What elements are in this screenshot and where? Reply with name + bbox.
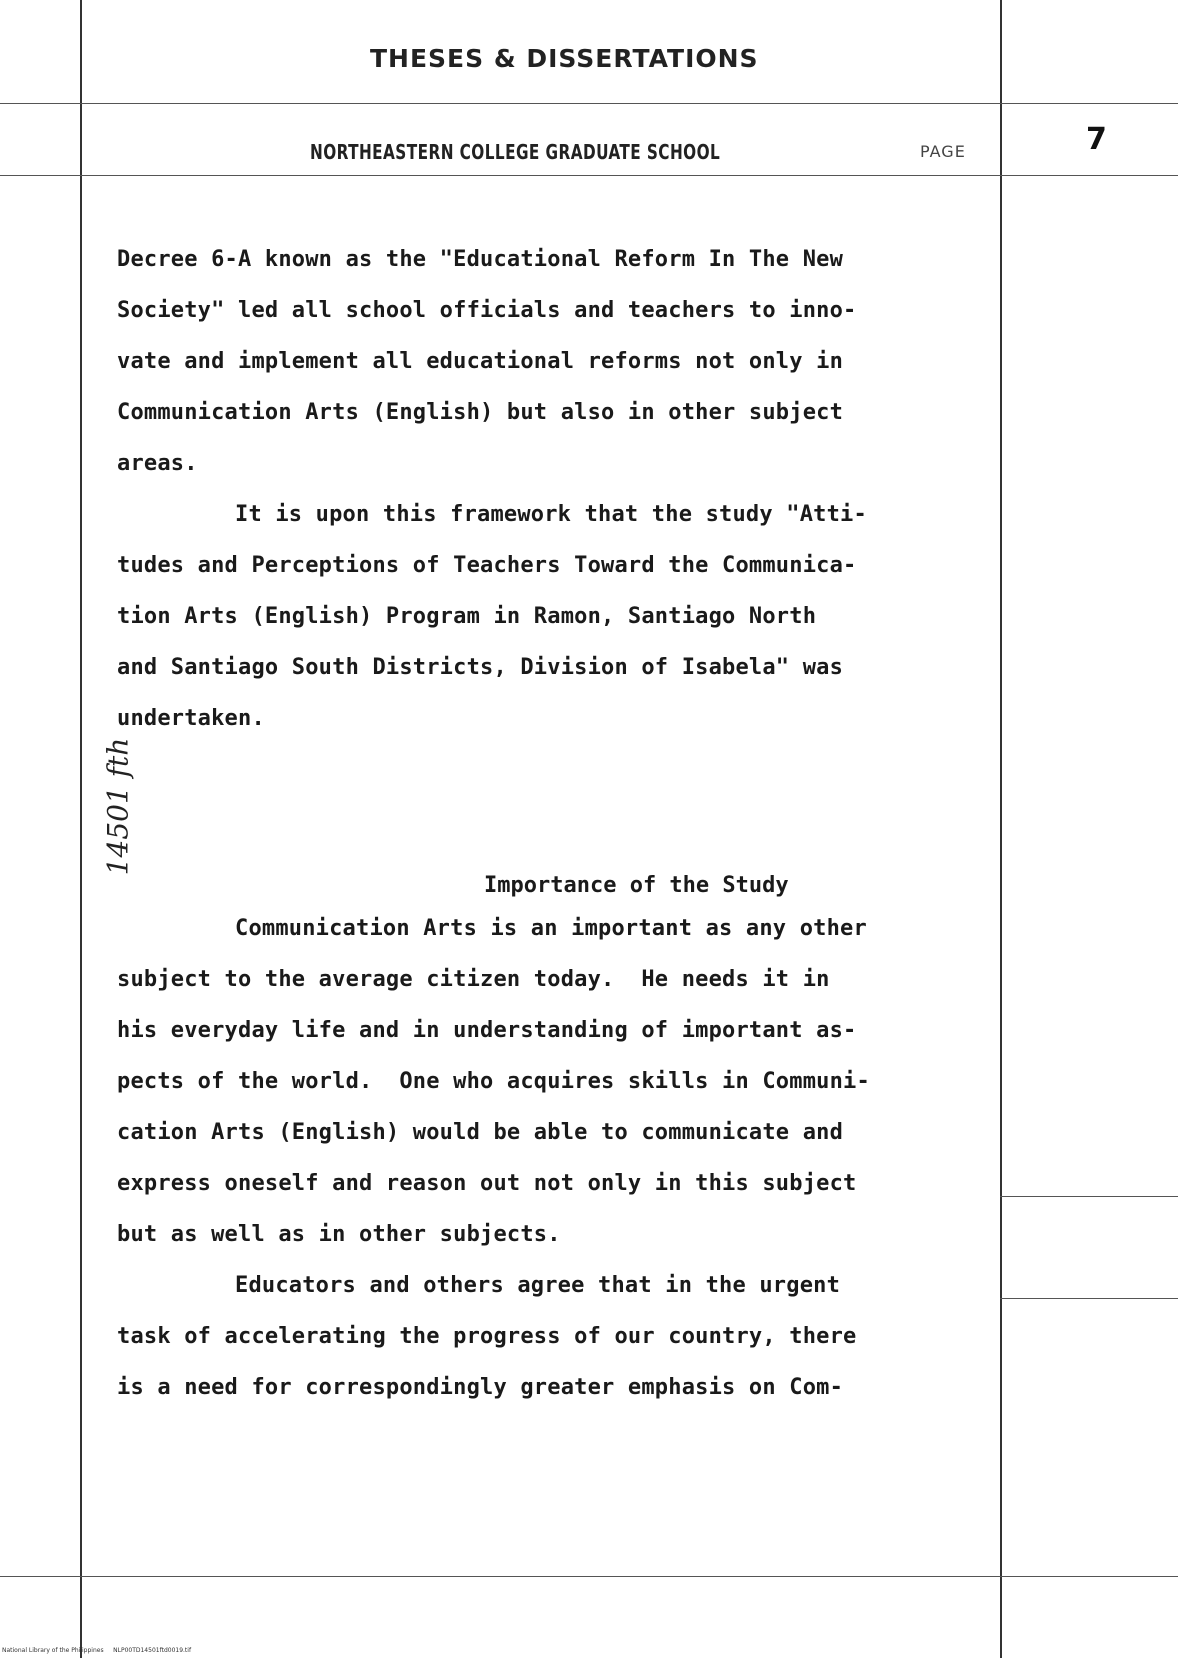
footer-rule [0,1576,1178,1577]
body-line: and Santiago South Districts, Division of Isabela" was [117,655,844,680]
header-bottom-rule [0,175,1178,176]
right-margin-tick-1 [1000,1196,1178,1197]
body-line: Educators and others agree that in the urgent [235,1273,841,1298]
right-margin-tick-2 [1000,1298,1178,1299]
body-line: Society" led all school officials and teachers to inno- [117,298,857,323]
body-line: cation Arts (English) would be able to communicate and [117,1120,844,1145]
body-line: undertaken. [117,706,265,731]
body-line: tudes and Perceptions of Teachers Toward the Communica- [117,553,857,578]
body-line: his everyday life and in understanding of important as- [117,1018,857,1043]
body-line: subject to the average citizen today. He needs it in [117,967,830,992]
body-line: Decree 6-A known as the "Educational Reform In The New [117,247,844,272]
body-line: It is upon this framework that the study "Atti- [235,502,867,527]
body-line: is a need for correspondingly greater emphasis on Com- [117,1375,844,1400]
left-margin-rule [80,0,82,1658]
header-top-rule [0,103,1178,104]
scan-filename: NLP00TD14501ftd0019.tif [113,1647,192,1654]
scan-footer [2,1647,191,1654]
body-line: express oneself and reason out not only in this subject [117,1171,857,1196]
body-line: but as well as in other subjects. [117,1222,561,1247]
body-line: areas. [117,451,198,476]
page-number: 7 [1086,122,1107,157]
body-line: pects of the world. One who acquires skills in Communi- [117,1069,870,1094]
body-line: Communication Arts (English) but also in other subject [117,400,844,425]
body-line: tion Arts (English) Program in Ramon, Santiago North [117,604,817,629]
body-line: vate and implement all educational reforms not only in [117,349,844,374]
body-line: task of accelerating the progress of our country, there [117,1324,857,1349]
section-heading: Importance of the Study [484,873,789,898]
page-label: PAGE [920,142,966,161]
library-name: National Library of the Philippines [2,1647,104,1654]
body-line: Communication Arts is an important as any other [235,916,867,941]
school-header: NORTHEASTERN COLLEGE GRADUATE SCHOOL [310,140,721,164]
handwritten-accession-note: 14501 fth [101,737,135,876]
right-margin-rule [1000,0,1002,1658]
theses-dissertations-stamp: THESES & DISSERTATIONS [370,44,759,73]
